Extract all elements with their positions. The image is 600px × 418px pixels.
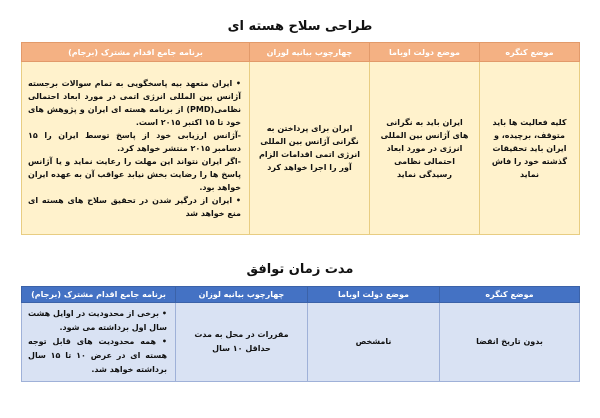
cell-jcpoa xyxy=(22,303,176,382)
jcpoa-point: • ایران از درگیر شدن در تحقیق سلاح های هسته ای منع خواهد شد xyxy=(28,195,241,218)
jcpoa-point: • برخی از محدودیت در اوایل هشت سال اول برداشته می شود. xyxy=(28,309,167,332)
header-obama: موضع دولت اوباما xyxy=(370,43,480,62)
cell-obama: نامشخص xyxy=(308,303,440,382)
header-congress: موضع کنگره xyxy=(440,287,580,303)
table-header-row xyxy=(22,43,580,62)
jcpoa-point: • همه محدودیت های قابل توجه هسته ای در عرض ۱۰ تا ۱۵ سال برداشته خواهد شد. xyxy=(28,337,168,374)
header-congress: موضع کنگره xyxy=(480,43,580,62)
table-row xyxy=(22,303,580,382)
header-jcpoa: برنامه جامع اقدام مشترک (برجام) xyxy=(22,287,176,303)
cell-obama: ایران باید به نگرانی های آژانس بین المللی انرژی در مورد ابعاد احتمالی نظامی رسیدگی نماید xyxy=(370,62,480,235)
cell-lausanne: مقررات در محل به مدت حداقل ۱۰ سال xyxy=(176,303,308,382)
jcpoa-point: -آژانس ارزیابی خود از پاسخ توسط ایران را ۱۵ دسامبر ۲۰۱۵ منتشر خواهد کرد. xyxy=(28,130,241,153)
cell-lausanne: ایران برای پرداختن به نگرانی آژانس بین المللی انرژی اتمی اقدامات الزام آور را اجرا خواهد کرد xyxy=(250,62,370,235)
header-obama: موضع دولت اوباما xyxy=(308,287,440,303)
section-title-duration: مدت زمان توافق xyxy=(246,262,354,277)
jcpoa-point: -اگر ایران نتواند این مهلت را رعایت نماید و یا آژانس پاسخ ها را رضایت بخش نیابد عواقب آن به عهده ایران خواهد بود. xyxy=(28,156,241,192)
jcpoa-point: • ایران متعهد بیه پاسخگویی به تمام سوالات برجسته آژانس بین المللی انرژی اتمی در مورد ابعاد احتمالی نظامی(PMD) از برنامه هسته ای ایران و پژوهش های خود تا ۱۵ اکتبر ۲۰۱۵ است. xyxy=(28,78,241,127)
header-lausanne: چهارچوب بیانیه لوزان xyxy=(176,287,308,303)
cell-congress: کلیه فعالیت ها باید متوقف، برچیده، و ایران باید تحقیقات گذشته خود را فاش نماید xyxy=(480,62,580,235)
duration-table xyxy=(21,286,580,382)
weapon-design-table xyxy=(21,42,580,235)
header-lausanne: چهارچوب بیانیه لوزان xyxy=(250,43,370,62)
cell-congress: بدون تاریخ انقضا xyxy=(440,303,580,382)
table-row xyxy=(22,62,580,235)
section-title-weapon-design: طراحی سلاح هسته ای xyxy=(227,19,373,34)
header-jcpoa: برنامه جامع اقدام مشترک (برجام) xyxy=(22,43,250,62)
table-header-row xyxy=(22,287,580,303)
cell-jcpoa xyxy=(22,62,250,235)
